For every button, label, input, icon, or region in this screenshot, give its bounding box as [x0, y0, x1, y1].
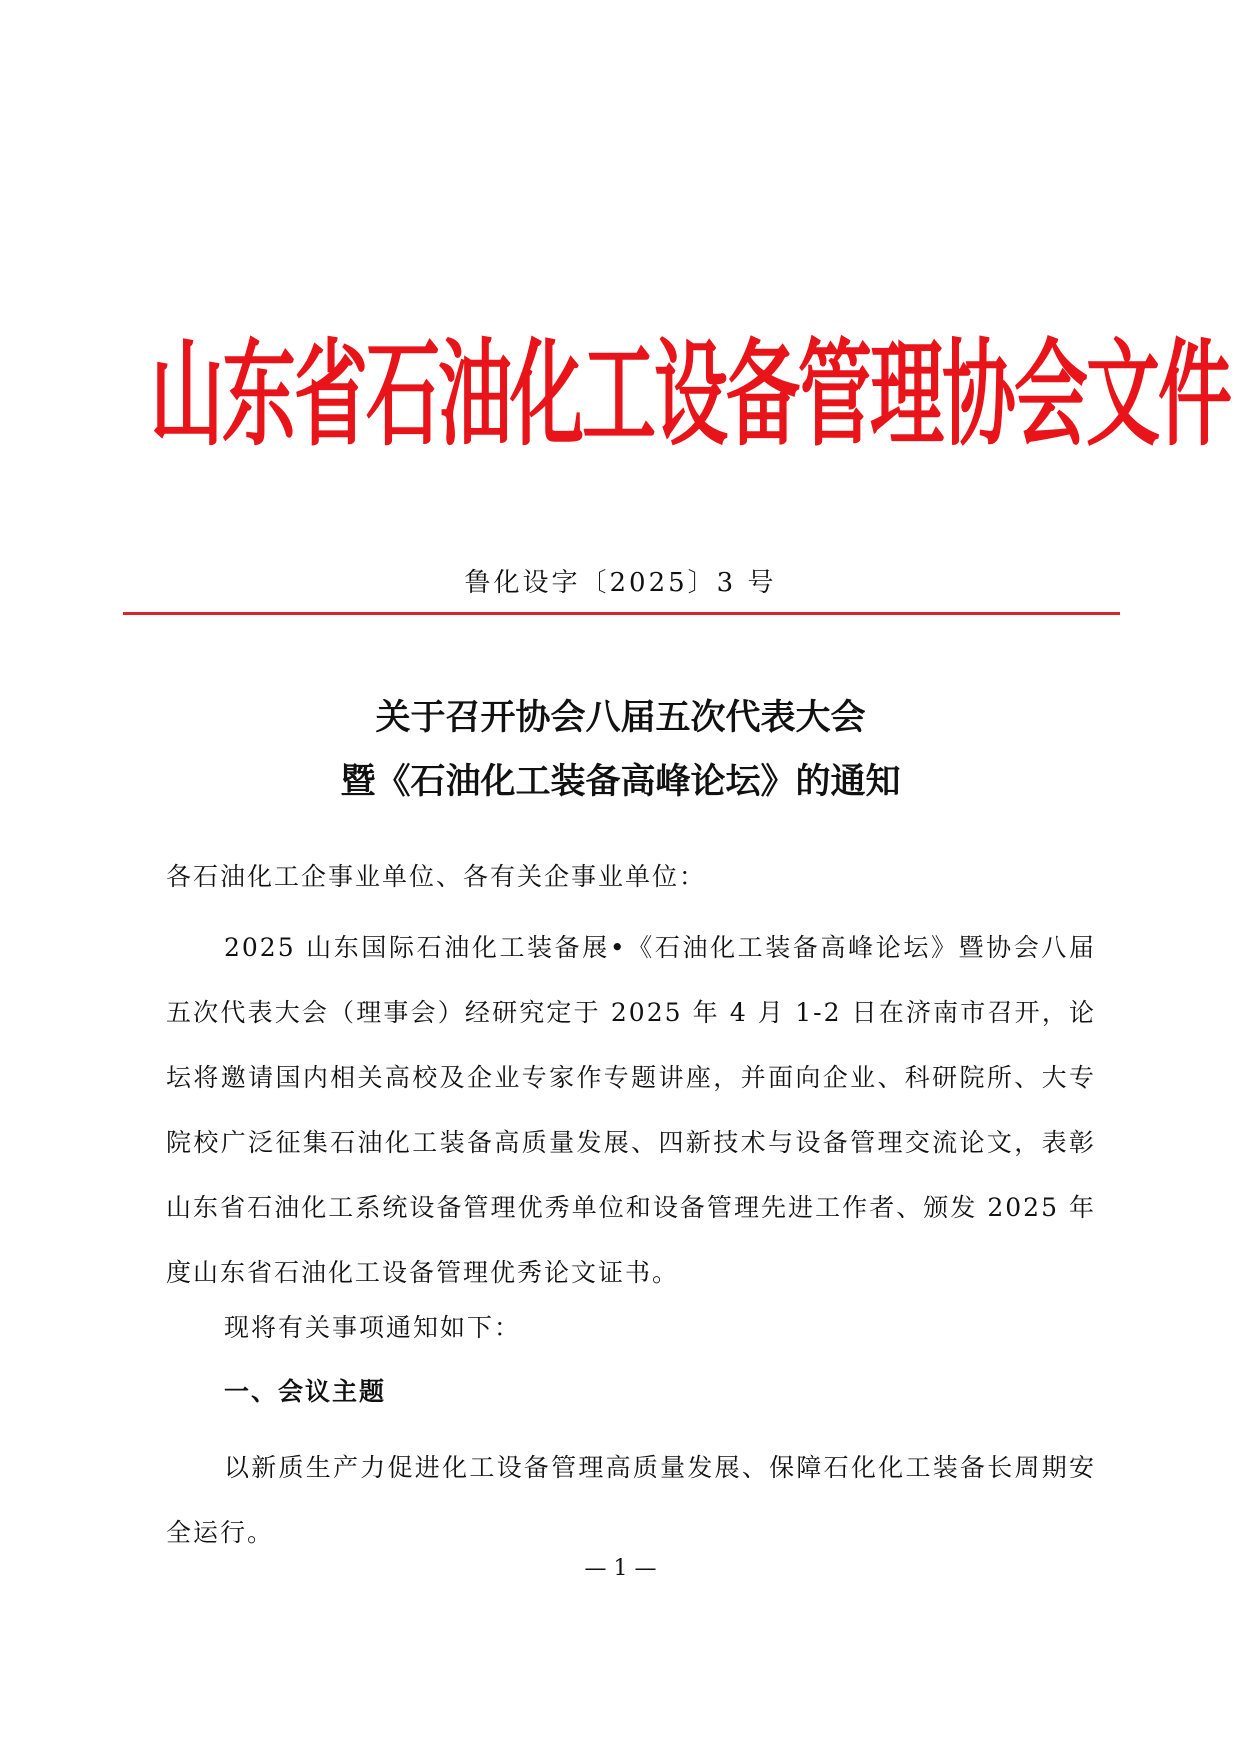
body-paragraph-1: 2025 山东国际石油化工装备展•《石油化工装备高峰论坛》暨协会八届五次代表大会（理事会）经研究定于 2025 年 4 月 1-2 日在济南市召开，论坛将邀请国内相关高校及企业专家作专题讲座，并面向企业、科研院所、大专院校广泛征集石油化工装备高质量发展、四新技术与设备管理交流论文，表彰山东省石油化工系统设备管理优秀单位和设备管理先进工作者、颁发 2025 年度山东省石油化工设备管理优秀论文证书。 — [166, 933, 1096, 1287]
notice-title-line-1: 关于召开协会八届五次代表大会 — [375, 698, 866, 738]
section-heading-theme: 一、会议主题 — [224, 1377, 387, 1406]
body-paragraph-2: 现将有关事项通知如下： — [224, 1313, 522, 1342]
notice-title-line-2: 暨《石油化工装备高峰论坛》的通知 — [340, 762, 901, 802]
section-theme-text: 以新质生产力促进化工设备管理高质量发展、保障石化化工装备长周期安全运行。 — [166, 1453, 1096, 1547]
page-number: — 1 — — [584, 1556, 657, 1581]
org-header: 山东省石油化工设备管理协会文件 — [150, 328, 1230, 462]
salutation: 各石油化工企事业单位、各有关企事业单位： — [166, 862, 707, 891]
header-divider — [123, 612, 1120, 615]
document-number: 鲁化设字〔2025〕3 号 — [464, 568, 777, 598]
